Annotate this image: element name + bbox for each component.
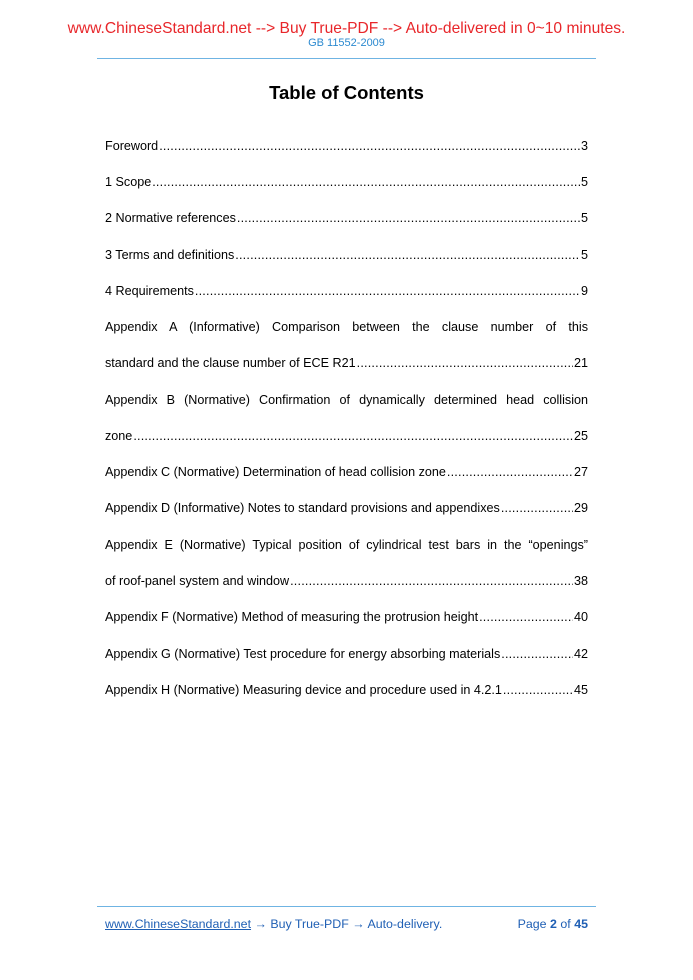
toc-entry-title: Appendix G (Normative) Test procedure for energy absorbing materials <box>105 647 501 661</box>
toc-entry[interactable] <box>105 428 588 445</box>
footer-divider <box>97 906 596 907</box>
page-current: 2 <box>550 917 557 931</box>
leader-dots <box>357 355 573 372</box>
page-total: 45 <box>574 917 588 931</box>
arrow-icon: → <box>352 917 365 931</box>
toc-entry-title: of roof-panel system and window <box>105 574 290 588</box>
toc-entry-page: 27 <box>573 465 588 479</box>
leader-dots <box>290 573 573 590</box>
footer-link[interactable] <box>105 917 442 931</box>
toc-entry-page: 29 <box>573 501 588 515</box>
leader-dots <box>235 247 580 264</box>
footer-site-link[interactable]: www.ChineseStandard.net <box>105 917 252 931</box>
toc-entry-page: 40 <box>573 610 588 624</box>
footer-buy-text: Buy True-PDF <box>270 917 349 931</box>
toc-entry-line1[interactable] <box>105 319 588 336</box>
toc-entry[interactable] <box>105 283 588 300</box>
toc-entry-title: Appendix F (Normative) Method of measuring the protrusion height <box>105 610 479 624</box>
leader-dots <box>159 138 580 155</box>
toc-entry-page: 38 <box>573 574 588 588</box>
toc-entry[interactable] <box>105 138 588 155</box>
toc-entry-page: 21 <box>573 356 588 370</box>
toc-entry-title: zone <box>105 429 133 443</box>
leader-dots <box>195 283 580 300</box>
toc-entry-page: 9 <box>580 284 588 298</box>
page-label: Page <box>517 917 547 931</box>
toc-entry[interactable] <box>105 500 588 517</box>
toc-entry-page: 25 <box>573 429 588 443</box>
footer-auto-text: Auto-delivery. <box>367 917 443 931</box>
toc-entry-page: 42 <box>573 647 588 661</box>
toc-entry-title-line1: Appendix B (Normative) Confirmation of dynamically determined head collision <box>105 393 588 407</box>
toc-entry[interactable] <box>105 355 588 372</box>
toc-entry-title: Appendix C (Normative) Determination of head collision zone <box>105 465 446 479</box>
toc-entry[interactable] <box>105 174 588 191</box>
arrow-icon: → <box>254 917 267 931</box>
toc-entry-page: 3 <box>580 139 588 153</box>
toc-entry-title: 3 Terms and definitions <box>105 248 235 262</box>
toc-entry-title: 4 Requirements <box>105 284 194 298</box>
leader-dots <box>133 428 573 445</box>
toc-entry-title: Appendix D (Informative) Notes to standard provisions and appendixes <box>105 501 500 515</box>
toc-entry[interactable] <box>105 573 588 590</box>
toc-entry[interactable] <box>105 682 588 699</box>
page-indicator <box>518 917 588 931</box>
leader-dots <box>152 174 580 191</box>
toc-entry-line1[interactable] <box>105 537 588 554</box>
toc-entry-title-line1: Appendix A (Informative) Comparison between the clause number of this <box>105 320 588 334</box>
toc-entry[interactable] <box>105 646 588 663</box>
toc-entry[interactable] <box>105 210 588 227</box>
page-title: Table of Contents <box>269 82 424 103</box>
promo-banner[interactable]: www.ChineseStandard.net --> Buy True-PDF --> Auto-delivered in 0~10 minutes. <box>67 20 626 37</box>
leader-dots <box>501 646 573 663</box>
page-footer <box>105 917 588 933</box>
toc-entry-line1[interactable] <box>105 392 588 409</box>
toc-entry-page: 5 <box>580 175 588 189</box>
of-label: of <box>560 917 571 931</box>
leader-dots <box>501 500 573 517</box>
toc-entry-title: 2 Normative references <box>105 211 236 225</box>
toc-entry-title: Foreword <box>105 139 159 153</box>
toc-entry[interactable] <box>105 464 588 481</box>
leader-dots <box>503 682 573 699</box>
toc-entry-page: 5 <box>580 248 588 262</box>
standard-number: GB 11552-2009 <box>308 37 385 49</box>
toc-entry-title: Appendix H (Normative) Measuring device and procedure used in 4.2.1 <box>105 683 502 697</box>
toc-entry[interactable] <box>105 247 588 264</box>
toc-entry-title: standard and the clause number of ECE R21 <box>105 356 356 370</box>
leader-dots <box>479 609 573 626</box>
leader-dots <box>237 210 580 227</box>
toc-entry-title: 1 Scope <box>105 175 152 189</box>
toc-entry[interactable] <box>105 609 588 626</box>
leader-dots <box>447 464 573 481</box>
toc-entry-page: 45 <box>573 683 588 697</box>
toc-entry-page: 5 <box>580 211 588 225</box>
toc-entry-title-line1: Appendix E (Normative) Typical position of cylindrical test bars in the “openings” <box>105 538 588 552</box>
